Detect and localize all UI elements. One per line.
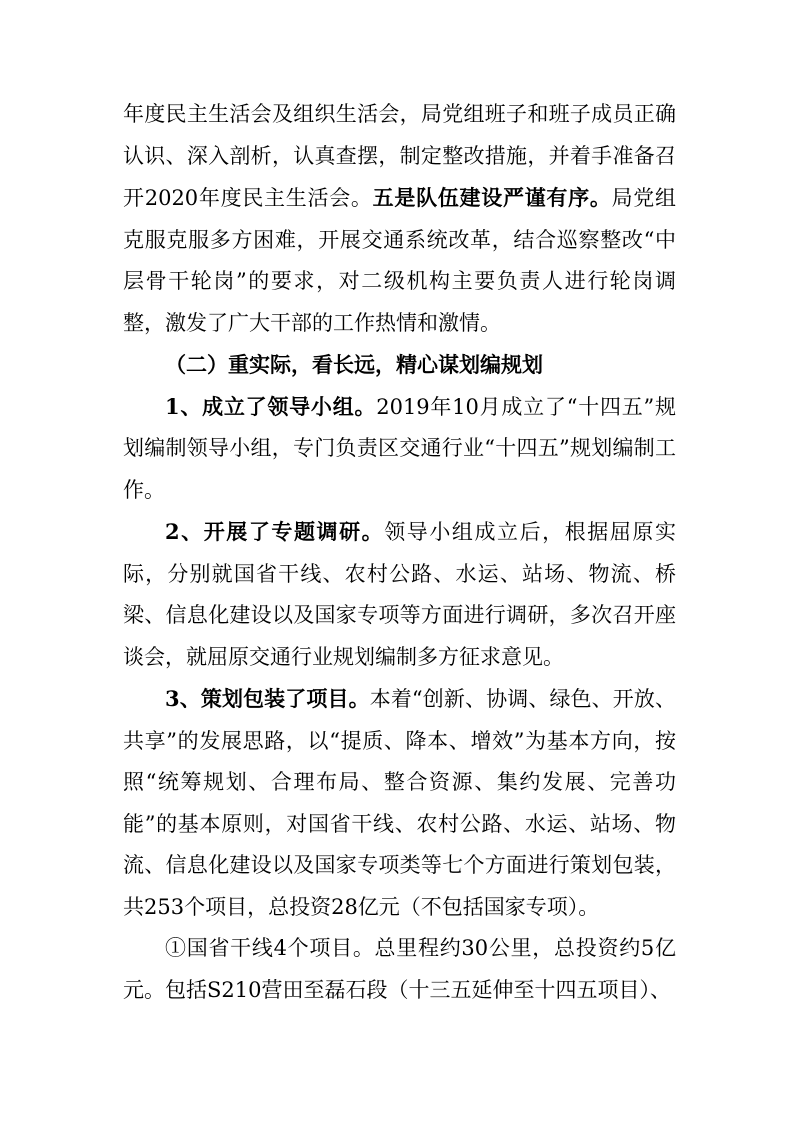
item-title-3: 3、策划包装了项目。 bbox=[165, 686, 370, 711]
paragraph-projects bbox=[123, 678, 676, 928]
document-body bbox=[123, 94, 676, 1011]
section-heading-planning: （二）重实际，看长远，精心谋划编规划 bbox=[165, 352, 543, 377]
paragraph-leading-group bbox=[123, 386, 676, 512]
paragraph-text: 年度民主生活会及组织生活会，局党组班子和班子成员正确认识、深入剖析，认真查摆，制定整改措施，并着手准备召开2020年度民主生活会。 bbox=[123, 102, 676, 210]
item-title-2: 2、开展了专题调研。 bbox=[165, 519, 385, 544]
paragraph-text: 2019年10月成立了“十四五”规划编制领导小组，专门负责区交通行业“十四五”规划编制工作。 bbox=[123, 394, 676, 502]
paragraph-text: 局党组克服克服多方困难，开展交通系统改革，结合巡察整改“中层骨干轮岗”的要求，对二级机构主要负责人进行轮岗调整，激发了广大干部的工作热情和激情。 bbox=[123, 186, 677, 335]
paragraph-trunk-lines bbox=[123, 928, 676, 1011]
paragraph-democratic-life bbox=[123, 94, 676, 344]
paragraph-text: ①国省干线4个项目。总里程约30公里，总投资约5亿元。包括S210营田至磊石段（十三五延伸至十四五项目）、 bbox=[123, 936, 676, 1002]
bold-point-team-building: 五是队伍建设严谨有序。 bbox=[372, 185, 612, 210]
paragraph-text: 本着“创新、协调、绿色、开放、共享”的发展思路，以“提质、降本、增效”为基本方向，按照“统筹规划、合理布局、整合资源、集约发展、完善功能”的基本原则，对国省干线、农村公路、水运、站场、物流、信息化建设以及国家专项类等七个方面进行策划包装，共253个项目，总投资28亿元（不包括国家专项）。 bbox=[123, 687, 676, 919]
paragraph-text: 领导小组成立后，根据屈原实际，分别就国省干线、农村公路、水运、站场、物流、桥梁、信息化建设以及国家专项等方面进行调研，多次召开座谈会，就屈原交通行业规划编制多方征求意见。 bbox=[123, 520, 676, 669]
paragraph-research bbox=[123, 511, 676, 678]
item-title-1: 1、成立了领导小组。 bbox=[165, 393, 377, 419]
